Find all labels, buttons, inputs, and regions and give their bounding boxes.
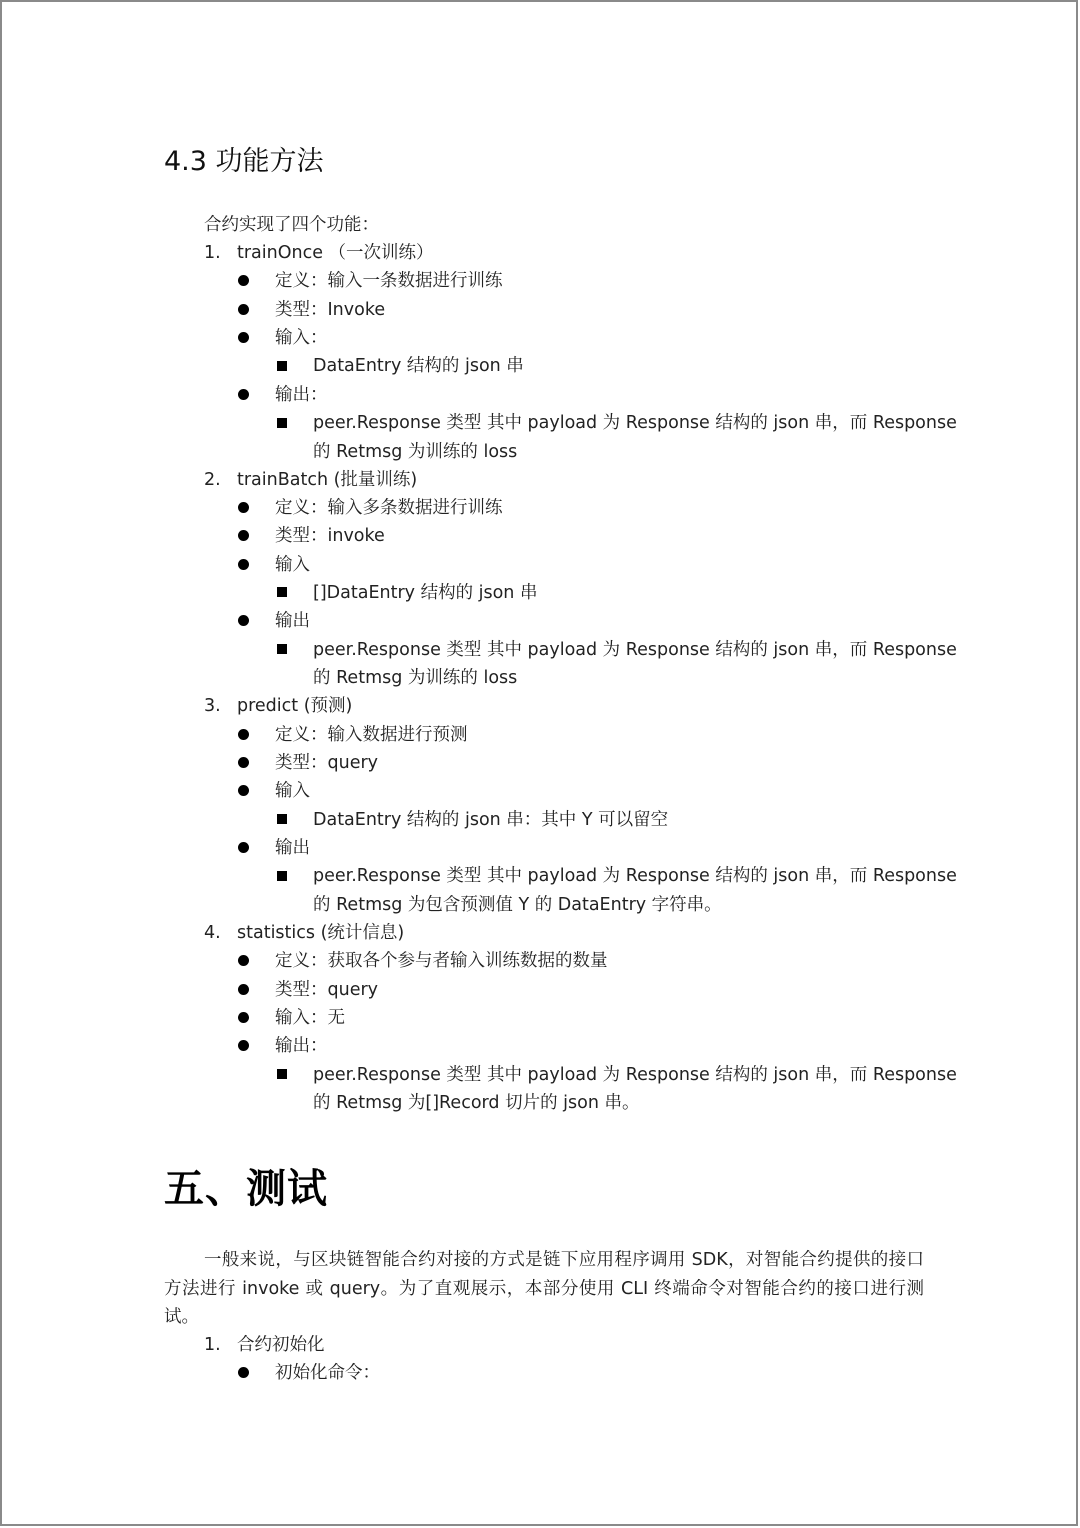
item-type: 类型：Invoke xyxy=(275,300,386,320)
item-input-detail: DataEntry 结构的 json 串 xyxy=(313,356,524,376)
bullet-dot-icon xyxy=(238,332,249,343)
item-output-label: 输出 xyxy=(275,611,310,631)
item-output-detail-cont: 的 Retmsg 为[]Record 切片的 json 串。 xyxy=(313,1093,640,1113)
bullet-square-icon xyxy=(277,814,287,824)
bullet-dot-icon xyxy=(238,955,249,966)
intro-text: 合约实现了四个功能： xyxy=(204,215,379,235)
item-type: 类型：query xyxy=(275,980,379,1000)
bullet-square-icon xyxy=(277,871,287,881)
bullet-square-icon xyxy=(277,418,287,428)
item-output-detail: peer.Response 类型 其中 payload 为 Response 结构的 json 串，而 Response xyxy=(313,866,957,886)
item-output-label: 输出： xyxy=(275,385,328,405)
bullet-dot-icon xyxy=(238,785,249,796)
item-number: 4. xyxy=(204,923,221,943)
item-title: predict (预测) xyxy=(237,696,353,716)
bullet-dot-icon xyxy=(238,559,249,570)
bullet-dot-icon xyxy=(238,389,249,400)
item-type: 类型：invoke xyxy=(275,526,385,546)
step-title: 合约初始化 xyxy=(237,1335,325,1355)
bullet-dot-icon xyxy=(238,729,249,740)
bullet-dot-icon xyxy=(238,984,249,995)
item-number: 3. xyxy=(204,696,221,716)
item-input-label: 输入： xyxy=(275,328,328,348)
bullet-dot-icon xyxy=(238,530,249,541)
item-input-label: 输入 xyxy=(275,555,310,575)
item-output-detail: peer.Response 类型 其中 payload 为 Response 结构的 json 串，而 Response xyxy=(313,1065,957,1085)
bullet-dot-icon xyxy=(238,842,249,853)
item-title: trainOnce （一次训练） xyxy=(237,243,434,263)
item-number: 1. xyxy=(204,243,221,263)
bullet-dot-icon xyxy=(238,757,249,768)
item-definition: 定义：输入数据进行预测 xyxy=(275,725,468,745)
item-title: trainBatch (批量训练) xyxy=(237,470,418,490)
item-definition: 定义：获取各个参与者输入训练数据的数量 xyxy=(275,951,608,971)
bullet-square-icon xyxy=(277,587,287,597)
bullet-dot-icon xyxy=(238,615,249,626)
step-number: 1. xyxy=(204,1335,221,1355)
bullet-dot-icon xyxy=(238,304,249,315)
bullet-dot-icon xyxy=(238,275,249,286)
step-bullet-text: 初始化命令： xyxy=(275,1363,380,1383)
item-output-detail: peer.Response 类型 其中 payload 为 Response 结构的 json 串，而 Response xyxy=(313,413,957,433)
item-output-detail: peer.Response 类型 其中 payload 为 Response 结构的 json 串，而 Response xyxy=(313,640,957,660)
item-definition: 定义：输入一条数据进行训练 xyxy=(275,271,503,291)
item-input-detail: []DataEntry 结构的 json 串 xyxy=(313,583,538,603)
bullet-dot-icon xyxy=(238,1012,249,1023)
section-heading-5: 五、测试 xyxy=(164,1166,328,1212)
item-output-label: 输出 xyxy=(275,838,310,858)
item-type: 类型：query xyxy=(275,753,379,773)
item-input-label: 输入：无 xyxy=(275,1008,345,1028)
item-definition: 定义：输入多条数据进行训练 xyxy=(275,498,503,518)
item-input-detail: DataEntry 结构的 json 串：其中 Y 可以留空 xyxy=(313,810,669,830)
item-output-detail-cont: 的 Retmsg 为训练的 loss xyxy=(313,442,518,462)
bullet-square-icon xyxy=(277,361,287,371)
item-output-detail-cont: 的 Retmsg 为包含预测值 Y 的 DataEntry 字符串。 xyxy=(313,895,722,915)
bullet-square-icon xyxy=(277,644,287,654)
bullet-dot-icon xyxy=(238,1040,249,1051)
bullet-dot-icon xyxy=(238,502,249,513)
item-output-detail-cont: 的 Retmsg 为训练的 loss xyxy=(313,668,518,688)
item-title: statistics (统计信息) xyxy=(237,923,405,943)
item-number: 2. xyxy=(204,470,221,490)
section-5-paragraph: 一般来说，与区块链智能合约对接的方式是链下应用程序调用 SDK，对智能合约提供的接口方法进行 invoke 或 query。为了直观展示，本部分使用 CLI 终端命令对智能合约的接口进行测试。 xyxy=(164,1250,924,1327)
section-heading-4-3: 4.3 功能方法 xyxy=(164,146,324,177)
item-output-label: 输出： xyxy=(275,1036,328,1056)
bullet-square-icon xyxy=(277,1069,287,1079)
item-input-label: 输入 xyxy=(275,781,310,801)
bullet-dot-icon xyxy=(238,1367,249,1378)
